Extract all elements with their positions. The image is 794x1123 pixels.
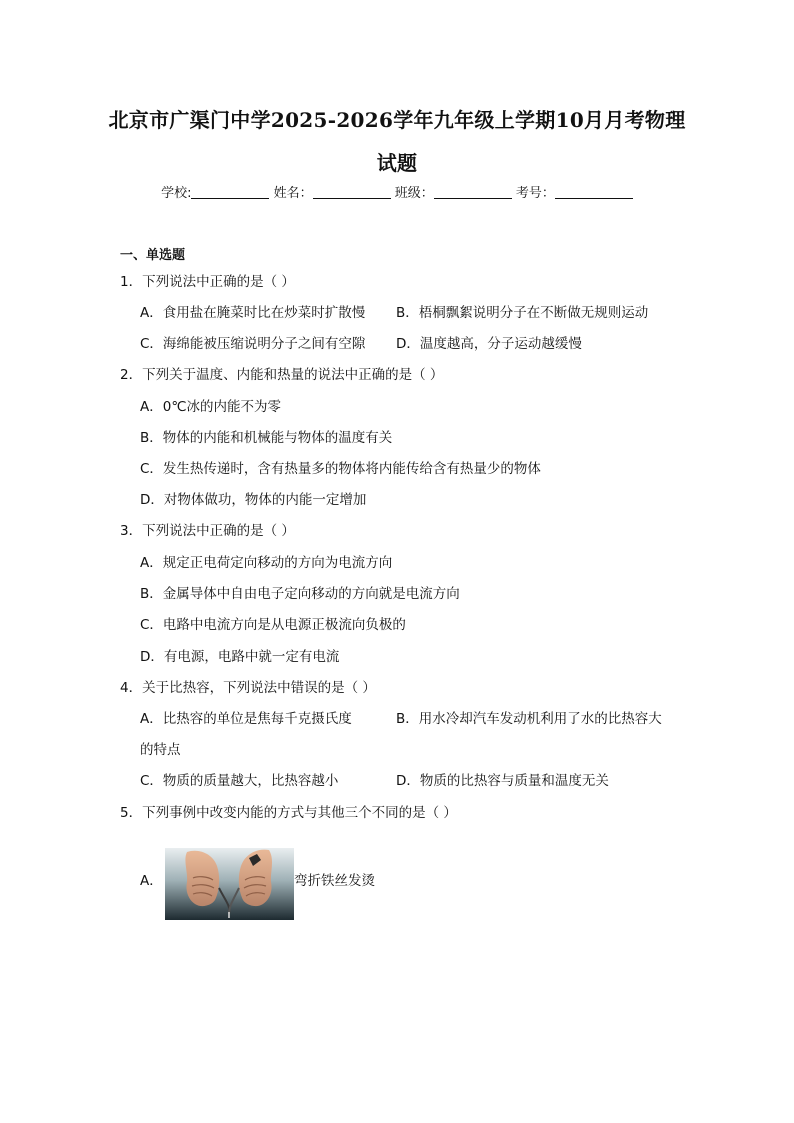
exam-number-label: 考号： [515,186,555,201]
page-title-continued: 试题 [376,151,418,175]
name-label: 姓名： [273,186,313,201]
school-blank[interactable] [191,186,269,199]
page-title: 北京市广渠门中学2025-2026学年九年级上学期10月月考物理 [108,108,686,132]
question-1-option-d: D．温度越高，分子运动越缓慢 [396,336,582,352]
question-5-stem: 5．下列事例中改变内能的方式与其他三个不同的是（ ） [120,805,457,821]
question-1-option-c: C．海绵能被压缩说明分子之间有空隙 [140,336,366,352]
question-4-option-b-continued: 的特点 [140,742,181,758]
question-4-option-c: C．物质的质量越大，比热容越小 [140,773,339,789]
question-3-stem: 3．下列说法中正确的是（ ） [120,523,295,539]
question-4-stem: 4．关于比热容，下列说法中错误的是（ ） [120,680,376,696]
class-blank[interactable] [434,186,512,199]
question-1-stem: 1．下列说法中正确的是（ ） [120,274,295,290]
question-3-option-a: A．规定正电荷定向移动的方向为电流方向 [140,555,393,571]
name-blank[interactable] [313,186,391,199]
question-5-option-a-text: 弯折铁丝发烫 [294,873,375,889]
class-label: 班级： [394,186,434,201]
question-1-option-b: B．梧桐飘絮说明分子在不断做无规则运动 [396,305,649,321]
question-4-option-d: D．物质的比热容与质量和温度无关 [396,773,609,789]
question-2-option-a: A．0℃冰的内能不为零 [140,399,281,415]
question-3-option-d: D．有电源，电路中就一定有电流 [140,649,340,665]
question-3-option-c: C．电路中电流方向是从电源正极流向负极的 [140,617,406,633]
section-heading: 一、单选题 [120,248,186,263]
question-2-option-d: D．对物体做功，物体的内能一定增加 [140,492,367,508]
question-1-option-a: A．食用盐在腌菜时比在炒菜时扩散慢 [140,305,366,321]
question-2-option-c: C．发生热传递时，含有热量多的物体将内能传给含有热量少的物体 [140,461,541,477]
question-5-option-a-label: A． [140,873,163,889]
hands-bending-wire-icon [165,848,294,920]
question-3-option-b: B．金属导体中自由电子定向移动的方向就是电流方向 [140,586,460,602]
school-label: 学校: [161,186,192,201]
question-2-option-b: B．物体的内能和机械能与物体的温度有关 [140,430,393,446]
exam-number-blank[interactable] [555,186,633,199]
question-4-option-a: A．比热容的单位是焦每千克摄氏度 [140,711,352,727]
question-4-option-b: B．用水冷却汽车发动机利用了水的比热容大 [396,711,662,727]
question-2-stem: 2．下列关于温度、内能和热量的说法中正确的是（ ） [120,367,444,383]
student-info-row [0,182,794,201]
bending-wire-photo [165,848,294,920]
